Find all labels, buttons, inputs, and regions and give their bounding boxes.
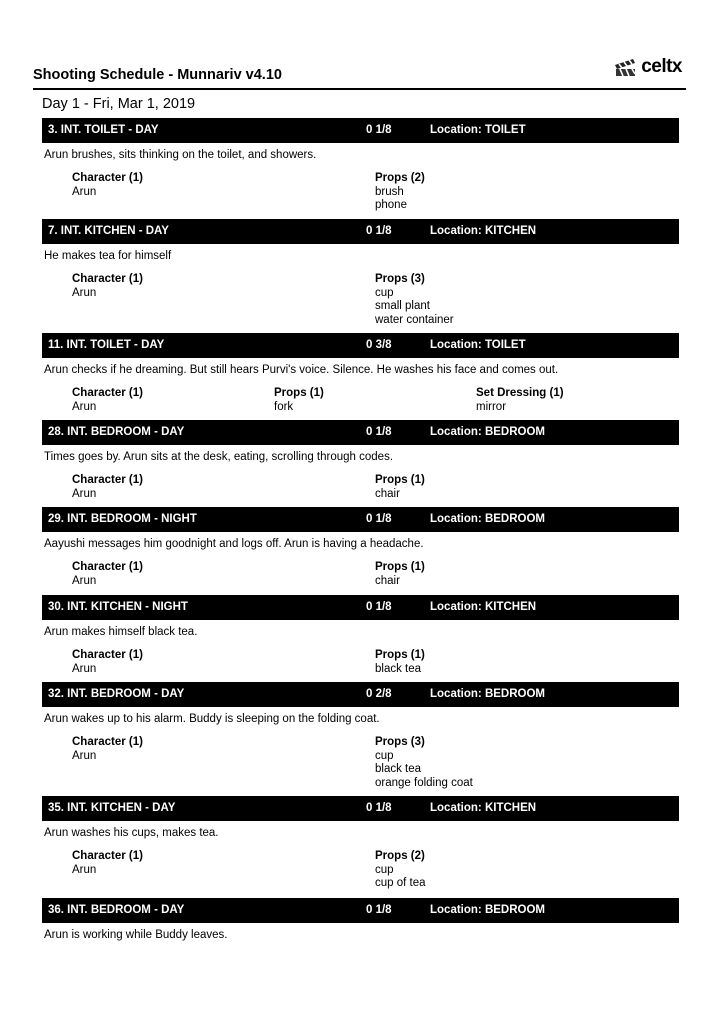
category-character: [72, 273, 143, 300]
category-character: [72, 561, 143, 588]
scene-pages: 0 1/8: [366, 904, 392, 916]
category-item: Arun: [72, 574, 97, 587]
scene-description: Arun checks if he dreaming. But still hears Purvi's voice. Silence. He washes his face and comes out.: [44, 364, 559, 376]
scene-pages: 0 1/8: [366, 802, 392, 814]
scene-header-bar: [42, 118, 679, 143]
scene-breakdown: [42, 561, 679, 593]
scene-breakdown: [42, 850, 679, 896]
scene-description: He makes tea for himself: [44, 250, 172, 262]
category-item: fork: [274, 400, 294, 413]
category-item: Arun: [72, 400, 97, 413]
category-item: Arun: [72, 662, 97, 675]
scene-location: Location: TOILET: [430, 124, 526, 136]
scene-block: [42, 118, 679, 218]
category-title: Character (1): [72, 850, 143, 862]
scene-header-bar: [42, 333, 679, 358]
scene-header-bar: [42, 507, 679, 532]
scene-heading: 36. INT. BEDROOM - DAY: [48, 904, 185, 916]
category-title: Character (1): [72, 736, 143, 748]
scene-description: Arun is working while Buddy leaves.: [44, 929, 228, 941]
scene-block: [42, 898, 679, 942]
scene-heading: 30. INT. KITCHEN - NIGHT: [48, 601, 188, 613]
category-character: [72, 387, 143, 414]
scene-location: Location: KITCHEN: [430, 802, 537, 814]
category-item: brush: [375, 185, 404, 198]
category-item: cup: [375, 749, 394, 762]
category-item: cup: [375, 286, 394, 299]
logo-text: celtx: [641, 56, 682, 77]
scene-breakdown: [42, 273, 679, 333]
scene-location: Location: KITCHEN: [430, 225, 537, 237]
scene-description: Arun makes himself black tea.: [44, 626, 198, 638]
scene-heading: 32. INT. BEDROOM - DAY: [48, 688, 185, 700]
scene-block: [42, 796, 679, 896]
scene-header-bar: [42, 219, 679, 244]
scene-location: Location: BEDROOM: [430, 513, 545, 525]
scene-location: Location: BEDROOM: [430, 426, 545, 438]
scene-header-bar: [42, 898, 679, 923]
scene-heading: 35. INT. KITCHEN - DAY: [48, 802, 176, 814]
scene-header-bar: [42, 796, 679, 821]
category-item: Arun: [72, 749, 97, 762]
category-title: Props (1): [375, 561, 425, 573]
scene-pages: 0 1/8: [366, 426, 392, 438]
page-header: [33, 56, 686, 90]
scene-description: Arun wakes up to his alarm. Buddy is sleeping on the folding coat.: [44, 713, 380, 725]
scene-heading: 28. INT. BEDROOM - DAY: [48, 426, 185, 438]
scene-pages: 0 2/8: [366, 688, 392, 700]
scene-breakdown: [42, 474, 679, 506]
category-item: Arun: [72, 185, 97, 198]
category-item: orange folding coat: [375, 776, 473, 789]
scene-block: [42, 595, 679, 681]
category-character: [72, 474, 143, 501]
category-props: [375, 561, 425, 588]
category-item: black tea: [375, 662, 422, 675]
scene-block: [42, 420, 679, 506]
scene-block: [42, 507, 679, 593]
category-props: [375, 649, 425, 676]
scene-breakdown: [42, 172, 679, 218]
scene-description: Arun brushes, sits thinking on the toilet, and showers.: [44, 149, 317, 161]
category-title: Character (1): [72, 561, 143, 573]
scene-heading: 29. INT. BEDROOM - NIGHT: [48, 513, 197, 525]
category-item: cup: [375, 863, 394, 876]
category-item: cup of tea: [375, 877, 426, 889]
scene-heading: 11. INT. TOILET - DAY: [48, 339, 165, 351]
category-props: [375, 172, 425, 213]
category-title: Props (2): [375, 172, 425, 184]
category-title: Character (1): [72, 172, 143, 184]
category-item: water container: [375, 313, 454, 326]
scene-block: [42, 682, 679, 796]
category-set-dressing: [476, 387, 564, 414]
day-title: Day 1 - Fri, Mar 1, 2019: [42, 96, 196, 112]
category-character: [72, 649, 143, 676]
category-props: [375, 850, 426, 891]
scene-block: [42, 333, 679, 419]
scene-header-bar: [42, 682, 679, 707]
celtx-logo: [613, 56, 682, 78]
category-title: Character (1): [72, 474, 143, 486]
category-character: [72, 850, 143, 877]
category-item: Arun: [72, 863, 97, 876]
scene-pages: 0 1/8: [366, 225, 392, 237]
document-title: Shooting Schedule - Munnariv v4.10: [33, 67, 282, 83]
category-character: [72, 172, 143, 199]
scene-header-bar: [42, 595, 679, 620]
category-title: Props (1): [274, 387, 324, 399]
category-item: chair: [375, 574, 400, 587]
scene-pages: 0 1/8: [366, 601, 392, 613]
scene-heading: 3. INT. TOILET - DAY: [48, 124, 159, 136]
scene-breakdown: [42, 649, 679, 681]
category-title: Character (1): [72, 273, 143, 285]
scene-breakdown: [42, 387, 679, 419]
category-title: Props (3): [375, 273, 425, 285]
scene-block: [42, 219, 679, 333]
scene-location: Location: KITCHEN: [430, 601, 537, 613]
scene-location: Location: BEDROOM: [430, 904, 545, 916]
category-title: Props (3): [375, 736, 425, 748]
category-title: Props (1): [375, 474, 425, 486]
category-props: [375, 273, 454, 327]
scene-breakdown: [42, 736, 679, 796]
scene-pages: 0 1/8: [366, 513, 392, 525]
category-item: Arun: [72, 487, 97, 500]
category-item: Arun: [72, 286, 97, 299]
scene-pages: 0 1/8: [366, 124, 392, 136]
category-title: Props (1): [375, 649, 425, 661]
category-title: Props (2): [375, 850, 425, 862]
category-props: [375, 736, 473, 790]
category-title: Character (1): [72, 387, 143, 399]
scene-location: Location: BEDROOM: [430, 688, 545, 700]
scene-description: Times goes by. Arun sits at the desk, eating, scrolling through codes.: [44, 451, 394, 463]
category-props: [375, 474, 425, 501]
clapperboard-icon: [613, 56, 639, 78]
scene-location: Location: TOILET: [430, 339, 526, 351]
category-item: phone: [375, 199, 407, 211]
scene-pages: 0 3/8: [366, 339, 392, 351]
scene-heading: 7. INT. KITCHEN - DAY: [48, 225, 169, 237]
scene-description: Arun washes his cups, makes tea.: [44, 827, 219, 839]
category-item: small plant: [375, 300, 430, 312]
category-props: [274, 387, 324, 414]
category-item: mirror: [476, 400, 507, 413]
category-character: [72, 736, 143, 763]
category-title: Character (1): [72, 649, 143, 661]
scene-description: Aayushi messages him goodnight and logs off. Arun is having a headache.: [44, 538, 424, 550]
scene-header-bar: [42, 420, 679, 445]
category-item: chair: [375, 487, 400, 500]
category-item: black tea: [375, 763, 422, 775]
category-title: Set Dressing (1): [476, 387, 564, 399]
